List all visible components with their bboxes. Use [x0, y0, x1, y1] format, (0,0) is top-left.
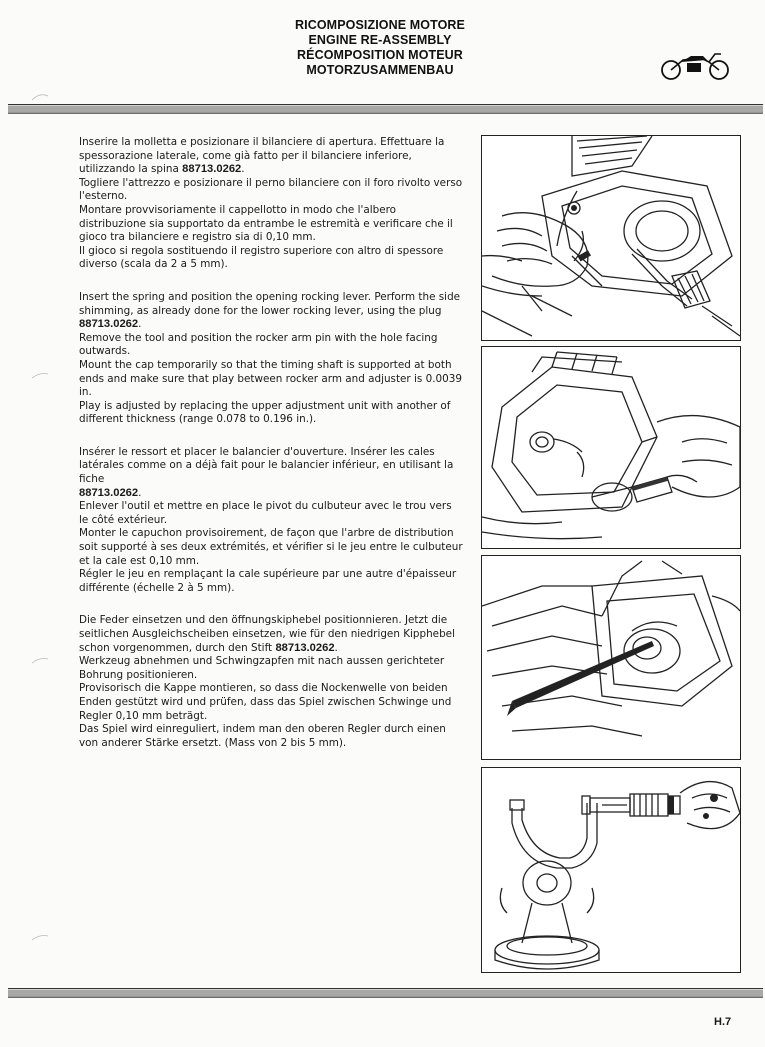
text-german-before: Die Feder einsetzen und den öffnungskiphebel positionnieren. Jetzt die seitlichen Ausgleichscheiben einsetzen, wie für den niedrigen Kipphebel schon vorgenommen, durch den Stift [79, 614, 455, 654]
feeler-gauge-check-illustration [482, 556, 740, 759]
figure-micrometer-stand [481, 767, 741, 973]
text-italian-after: . Togliere l'attrezzo e posizionare il perno bilanciere con il foro rivolto verso l'esterno. Montare provvisoriamente il cappellotto in modo che l'albero distribuzione sia supportato da entrambe le estremità e verificare che il gioco tra bilanciere e registro sia di 0,10 mm. Il gioco si regola sostituendo il registro superiore con altro di spessore diverso (scala da 2 a 5 mm). [79, 163, 463, 271]
page-header [240, 18, 520, 78]
title-german: MOTORZUSAMMENBAU [306, 63, 454, 77]
text-english-before: Insert the spring and position the opening rocking lever. Perform the side shimming, as already done for the lower rocking lever, using the plug [79, 290, 461, 317]
text-french-after: . Enlever l'outil et mettre en place le pivot du culbuteur avec le trou vers le côté extérieur. Monter le capuchon provisoirement, de façon que l'arbre de distribution soit supporté à ses deux extrémités, et vérifier si le jeu entre le culbuteur et la cale est 0,10 mm. Régler le jeu en remplaçant la cale supérieure par une autre d'épaisseur différente (échelle 2 à 5 mm). [79, 486, 463, 594]
paragraph-german [79, 614, 464, 750]
tool-code-italian: 88713.0262 [182, 163, 242, 176]
title-italian: RICOMPOSIZIONE MOTORE [295, 18, 465, 32]
footer-rule [8, 985, 763, 1001]
margin-mark [30, 932, 50, 942]
tool-code-french: 88713.0262 [79, 486, 139, 499]
header-rule [8, 100, 763, 116]
page-number: H.7 [714, 1016, 732, 1028]
margin-mark [30, 92, 50, 102]
engine-head-rocker-pin-tool-illustration [482, 136, 740, 340]
tool-code-english: 88713.0262 [79, 318, 139, 331]
text-italian-before: Inserire la molletta e posizionare il bilanciere di apertura. Effettuare la spessorazione laterale, come già fatto per il bilanciere inferiore, utilizzando la spina [79, 136, 445, 176]
title-english: ENGINE RE-ASSEMBLY [308, 33, 452, 47]
paragraph-italian [79, 136, 464, 272]
motorcycle-icon [657, 50, 735, 80]
margin-mark [30, 370, 50, 380]
paragraph-english [79, 291, 464, 427]
title-french: RÉCOMPOSITION MOTEUR [297, 48, 463, 62]
rocker-pin-insertion-illustration [482, 347, 740, 548]
instructions-text-column [79, 136, 464, 769]
figure-feeler-gauge-check [481, 555, 741, 760]
text-english-after: . Remove the tool and position the rocker arm pin with the hole facing outwards. Mount the cap temporarily so that the timing shaft is supported at both ends and make sure that play between rocker arm and adjuster is 0.0039 in. Play is adjusted by replacing the upper adjustment unit with another of different thickness (range 0.078 to 0.196 in.). [79, 318, 462, 426]
paragraph-french [79, 446, 464, 596]
micrometer-on-stand-illustration [482, 768, 740, 972]
figure-rocker-pin-tool [481, 135, 741, 341]
tool-code-german: 88713.0262 [275, 641, 335, 654]
margin-mark [30, 655, 50, 665]
text-french-before: Insérer le ressort et placer le balancier d'ouverture. Insérer les cales latérales comme on a déjà fait pour le balancier inférieur, en utilisant la fiche [79, 445, 454, 486]
figure-rocker-pin-insertion [481, 346, 741, 549]
text-german-after: . Werkzeug abnehmen und Schwingzapfen mit nach aussen gerichteter Bohrung positionieren. Provisorisch die Kappe montieren, so dass die Nockenwelle von beiden Enden gestützt wird und prüfen, dass das Spiel zwischen Schwinge und Regler 0,10 mm beträgt. Das Spiel wird einreguliert, indem man den oberen Regler durch einen von anderer Stärke ersetzt. (Mass von 2 bis 5 mm). [79, 641, 452, 749]
